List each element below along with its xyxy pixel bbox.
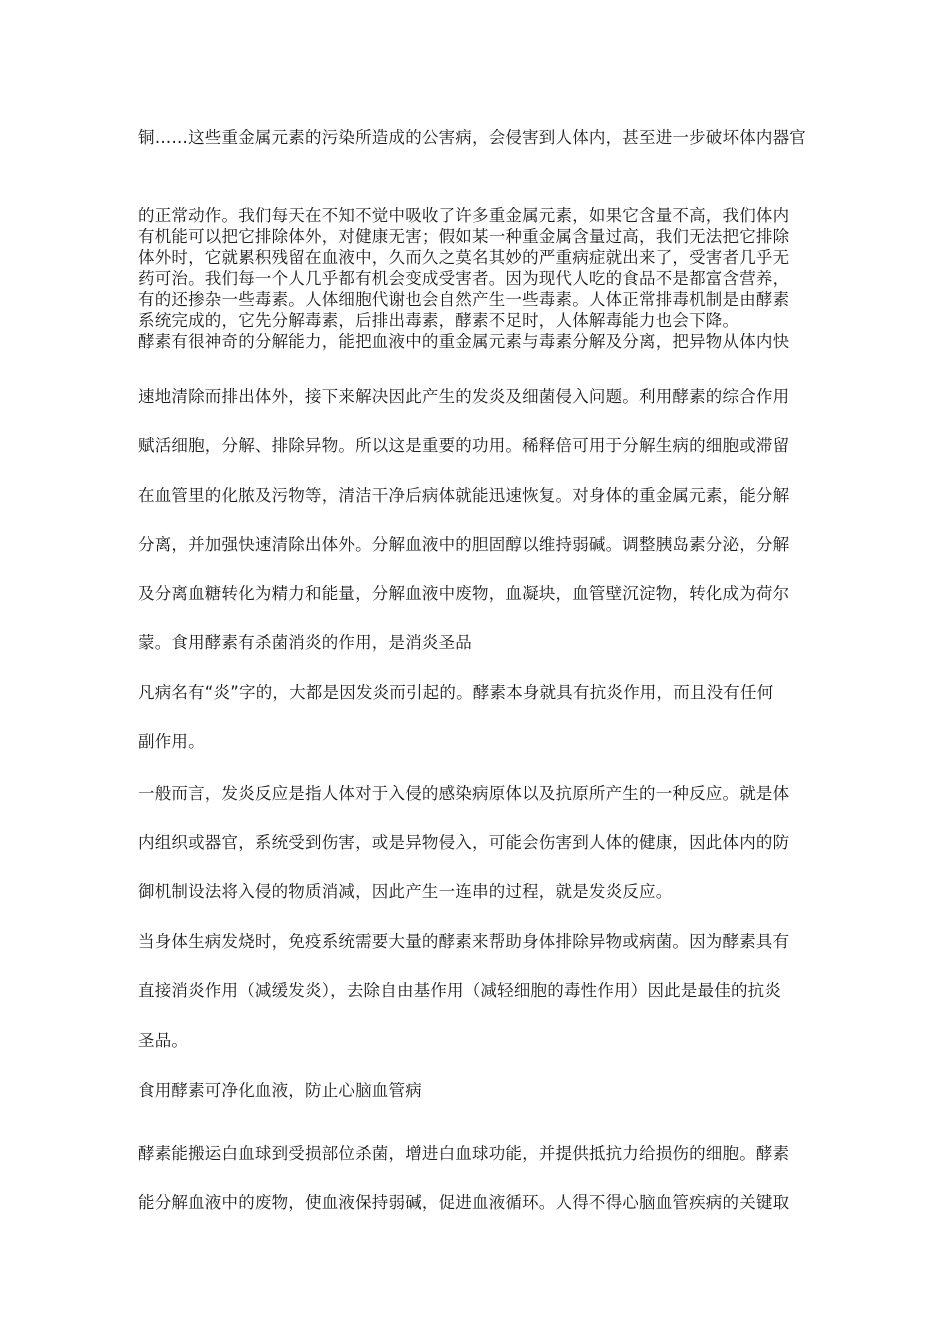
text-line: 赋活细胞，分解、排除异物。所以这是重要的功用。稀释倍可用于分解生病的细胞或滞留 xyxy=(138,436,790,455)
text-line: 一般而言，发炎反应是指人体对于入侵的感染病原体以及抗原所产生的一种反应。就是体 xyxy=(138,784,790,803)
text-line: 当身体生病发烧时，免疫系统需要大量的酵素来帮助身体排除异物或病菌。因为酵素具有 xyxy=(138,932,790,951)
dense-paragraph xyxy=(138,205,818,352)
section-heading: 食用酵素可净化血液，防止心脑血管病 xyxy=(138,1081,422,1100)
text-line: 系统完成的，它先分解毒素，后排出毒素，酵素不足时，人体解毒能力也会下降。 xyxy=(138,311,740,330)
text-line: 凡病名有“炎”字的，大都是因发炎而引起的。酵素本身就具有抗炎作用，而且没有任何 xyxy=(138,683,774,702)
text-line: 能分解血液中的废物，使血液保持弱碱，促进血液循环。人得不得心脑血管疾病的关键取 xyxy=(138,1193,790,1212)
text-line: 御机制设法将入侵的物质消减，因此产生一连串的过程，就是发炎反应。 xyxy=(138,882,673,901)
text-line: 在血管里的化脓及污物等，清洁干净后病体就能迅速恢复。对身体的重金属元素，能分解 xyxy=(138,486,790,505)
text-line: 副作用。 xyxy=(138,732,205,751)
text-line: 的正常动作。我们每天在不知不觉中吸收了许多重金属元素，如果它含量不高，我们体内 xyxy=(138,206,790,225)
text-line: 铜……这些重金属元素的污染所造成的公害病，会侵害到人体内，甚至进一步破坏体内器官 xyxy=(138,128,806,147)
text-line: 分离，并加强快速清除出体外。分解血液中的胆固醇以维持弱碱。调整胰岛素分泌，分解 xyxy=(138,535,790,554)
text-line: 酵素有很神奇的分解能力，能把血液中的重金属元素与毒素分解及分离，把异物从体内快 xyxy=(138,332,790,351)
text-line: 体外时，它就累积残留在血液中，久而久之莫名其妙的严重病症就出来了，受害者几乎无 xyxy=(138,248,790,267)
text-line: 酵素能搬运白血球到受损部位杀菌，增进白血球功能，并提供抵抗力给损伤的细胞。酵素 xyxy=(138,1144,790,1163)
text-line: 有的还掺杂一些毒素。人体细胞代谢也会自然产生一些毒素。人体正常排毒机制是由酵素 xyxy=(138,290,790,309)
text-line: 及分离血糖转化为精力和能量，分解血液中废物，血凝块，血管壁沉淀物，转化成为荷尔 xyxy=(138,584,790,603)
text-line: 速地清除而排出体外，接下来解决因此产生的发炎及细菌侵入问题。利用酵素的综合作用 xyxy=(138,387,790,406)
text-line: 有机能可以把它排除体外，对健康无害；假如某一种重金属含量过高，我们无法把它排除 xyxy=(138,227,790,246)
text-line: 药可治。我们每一个人几乎都有机会变成受害者。因为现代人吃的食品不是都富含营养， xyxy=(138,269,790,288)
text-line: 内组织或器官，系统受到伤害，或是异物侵入，可能会伤害到人体的健康，因此体内的防 xyxy=(138,833,790,852)
text-line: 蒙。食用酵素有杀菌消炎的作用，是消炎圣品 xyxy=(138,633,472,652)
text-line: 圣品。 xyxy=(138,1031,189,1050)
text-line: 直接消炎作用（减缓发炎），去除自由基作用（减轻细胞的毒性作用）因此是最佳的抗炎 xyxy=(138,981,782,1000)
